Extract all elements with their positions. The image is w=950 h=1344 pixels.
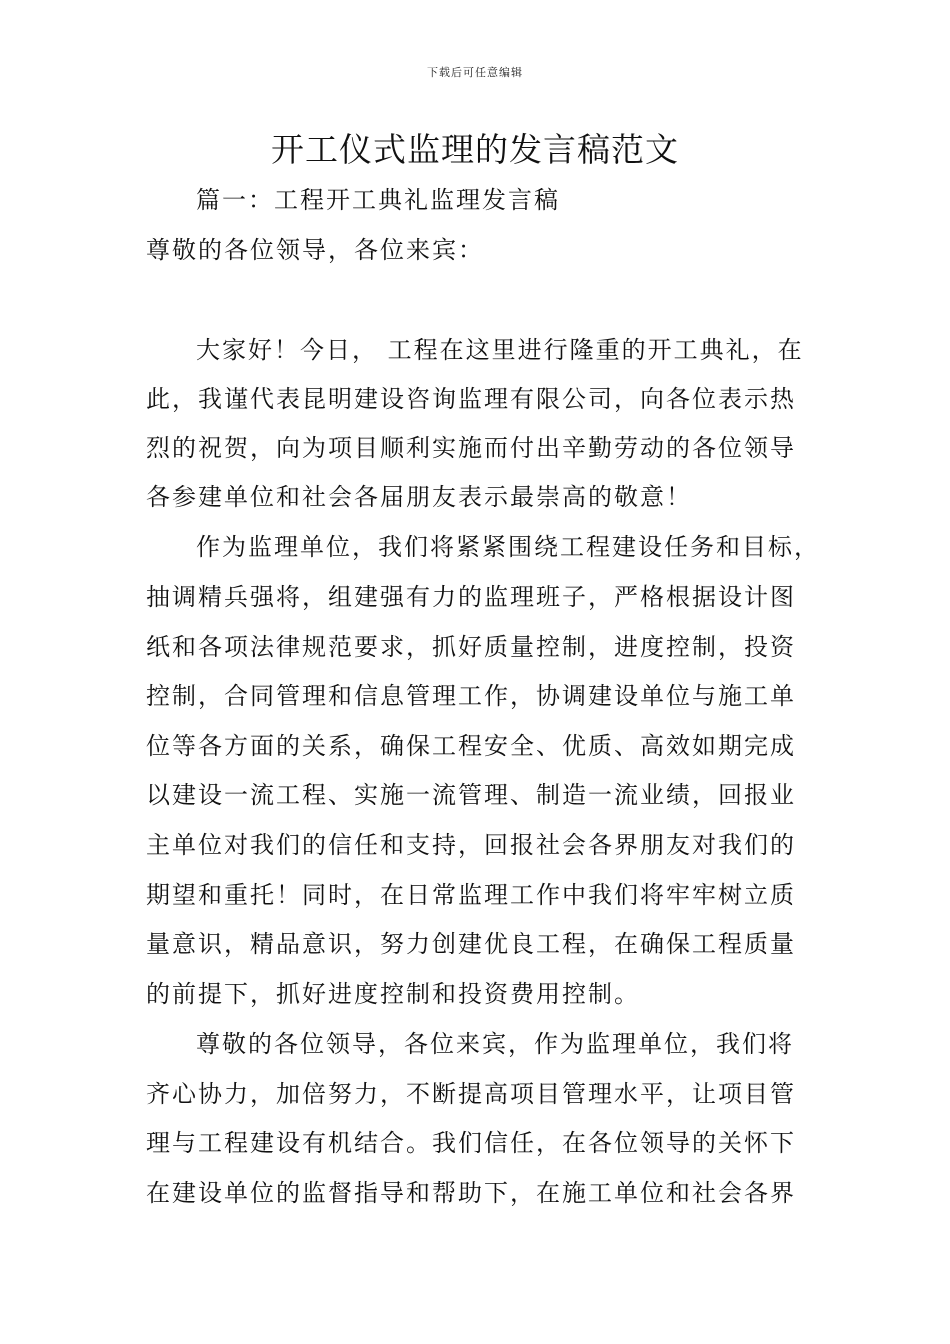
paragraph-line: 主单位对我们的信任和支持，回报社会各界朋友对我们的 xyxy=(146,831,796,859)
paragraph-line: 位等各方面的关系，确保工程安全、优质、高效如期完成 xyxy=(146,732,796,760)
paragraph-line: 作为监理单位，我们将紧紧围绕工程建设任务和目标， xyxy=(196,533,820,561)
paragraph-line: 控制，合同管理和信息管理工作，协调建设单位与施工单 xyxy=(146,682,796,710)
paragraph-line: 纸和各项法律规范要求，抓好质量控制，进度控制，投资 xyxy=(146,633,796,661)
paragraph-line: 以建设一流工程、实施一流管理、制造一流业绩，回报业 xyxy=(146,781,796,809)
paragraph-line: 的前提下，抓好进度控制和投资费用控制。 xyxy=(146,980,640,1008)
paragraph-line: 期望和重托！同时，在日常监理工作中我们将牢牢树立质 xyxy=(146,881,796,909)
header-note: 下载后可任意编辑 xyxy=(427,66,523,79)
paragraph-line: 各参建单位和社会各届朋友表示最崇高的敬意！ xyxy=(146,483,692,511)
paragraph-line: 量意识，精品意识，努力创建优良工程，在确保工程质量 xyxy=(146,930,796,958)
salutation: 尊敬的各位领导，各位来宾： xyxy=(146,236,484,264)
subtitle: 篇一：工程开工典礼监理发言稿 xyxy=(196,186,560,214)
paragraph-line: 此，我谨代表昆明建设咨询监理有限公司，向各位表示热 xyxy=(146,385,796,413)
paragraph-line: 大家好！今日， 工程在这里进行隆重的开工典礼，在 xyxy=(196,336,804,364)
paragraph-line: 尊敬的各位领导，各位来宾，作为监理单位，我们将 xyxy=(196,1030,794,1058)
paragraph-line: 在建设单位的监督指导和帮助下，在施工单位和社会各界 xyxy=(146,1179,796,1207)
document-title: 开工仪式监理的发言稿范文 xyxy=(271,130,679,169)
paragraph-line: 烈的祝贺，向为项目顺利实施而付出辛勤劳动的各位领导 xyxy=(146,434,796,462)
paragraph-line: 抽调精兵强将，组建强有力的监理班子，严格根据设计图 xyxy=(146,583,796,611)
paragraph-line: 齐心协力，加倍努力，不断提高项目管理水平，让项目管 xyxy=(146,1080,796,1108)
paragraph-line: 理与工程建设有机结合。我们信任，在各位领导的关怀下 xyxy=(146,1129,796,1157)
